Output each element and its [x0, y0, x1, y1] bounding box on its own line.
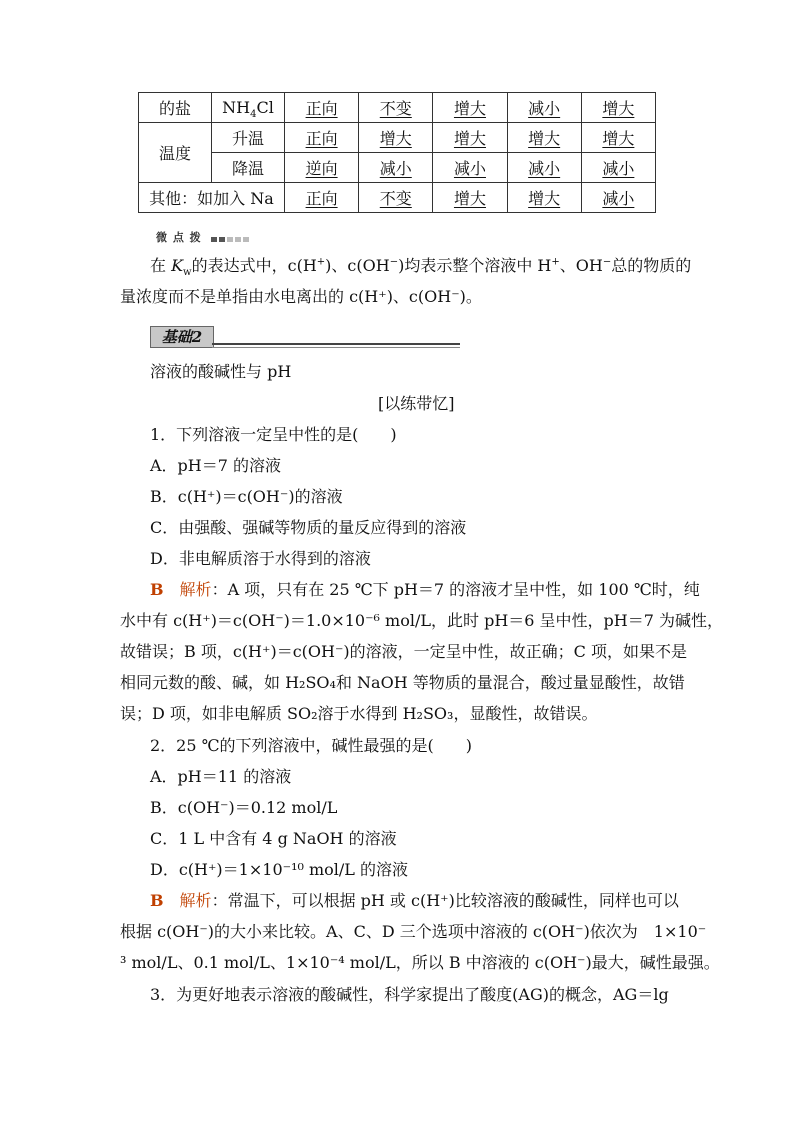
- explanation-line: ³ mol/L、0.1 mol/L、1×10⁻⁴ mol/L，所以 B 中溶液的 c(OH⁻)最大，碱性最强。: [120, 953, 720, 972]
- table-cell: 增大: [433, 123, 507, 153]
- table-cell: 降温: [212, 153, 285, 183]
- q1-option-a: A．pH＝7 的溶液: [150, 456, 282, 475]
- table-cell: 增大: [433, 183, 507, 213]
- table-cell: 减小: [433, 153, 507, 183]
- table-cell: 逆向: [285, 153, 359, 183]
- answer-label: B: [150, 580, 164, 599]
- explanation-line: 故错误；B 项，c(H⁺)＝c(OH⁻)的溶液，一定呈中性，故正确；C 项，如果不是: [120, 642, 687, 661]
- table-cell: 增大: [581, 93, 655, 123]
- note-line: 在 $K_w$的表达式中，c(H+)、c(OH−)均表示整个溶液中 H+、OH−总的物质的: [150, 256, 692, 279]
- table-cell: 减小: [507, 153, 581, 183]
- table-cell: 增大: [581, 123, 655, 153]
- table-row: [139, 123, 656, 153]
- table-cell: 增大: [507, 123, 581, 153]
- q1-option-b: B．c(H⁺)＝c(OH⁻)的溶液: [150, 487, 343, 506]
- section-subtitle: [以练带忆]: [378, 394, 455, 413]
- q2-option-b: B．c(OH⁻)＝0.12 mol/L: [150, 798, 338, 817]
- q2-option-d: D．c(H⁺)＝1×10⁻¹⁰ mol/L 的溶液: [150, 860, 409, 879]
- q1-explanation: B 解析：A 项，只有在 25 ℃下 pH＝7 的溶液才呈中性，如 100 ℃时，纯: [150, 580, 700, 599]
- table-cell: 不变: [359, 93, 433, 123]
- table-row: [139, 183, 656, 213]
- property-table: [138, 92, 656, 213]
- explanation-label: 解析: [179, 891, 212, 910]
- table-cell: 增大: [433, 93, 507, 123]
- section-badge: 基础2: [150, 326, 460, 348]
- explanation-line: 水中有 c(H⁺)＝c(OH⁻)＝1.0×10⁻⁶ mol/L，此时 pH＝6 呈中性，pH＝7 为碱性，: [120, 611, 723, 630]
- q2-explanation: B 解析：常温下，可以根据 pH 或 c(H⁺)比较溶液的酸碱性，同样也可以: [150, 891, 679, 910]
- q3-stem: 3．为更好地表示溶液的酸碱性，科学家提出了酸度(AG)的概念，AG＝lg: [150, 985, 669, 1004]
- explanation-line: 相同元数的酸、碱，如 H₂SO₄和 NaOH 等物质的量混合，酸过量显酸性，故错: [120, 673, 685, 692]
- table-cell: 减小: [359, 153, 433, 183]
- q2-option-c: C．1 L 中含有 4 g NaOH 的溶液: [150, 829, 397, 848]
- table-cell: 减小: [581, 183, 655, 213]
- note-line: 量浓度而不是单指由水电离出的 c(H⁺)、c(OH⁻)。: [120, 287, 482, 306]
- q2-stem: 2．25 ℃的下列溶液中，碱性最强的是( ): [150, 736, 473, 755]
- answer-label: B: [150, 891, 164, 910]
- explanation-line: 根据 c(OH⁻)的大小来比较。A、C、D 三个选项中溶液的 c(OH⁻)依次为 1×10⁻: [120, 922, 707, 941]
- table-cell: 减小: [507, 93, 581, 123]
- q1-option-c: C．由强酸、强碱等物质的量反应得到的溶液: [150, 518, 467, 537]
- q1-option-d: D．非电解质溶于水得到的溶液: [150, 549, 371, 568]
- tip-bars-icon: [211, 232, 251, 245]
- table-cell: 的盐: [139, 93, 212, 123]
- table-cell: 其他：如加入 Na: [139, 183, 285, 213]
- table-cell: 温度: [139, 123, 212, 183]
- q1-stem: 1．下列溶液一定呈中性的是( ): [150, 425, 397, 444]
- table-row: [139, 93, 656, 123]
- explanation-line: 误；D 项，如非电解质 SO₂溶于水得到 H₂SO₃，显酸性，故错误。: [120, 704, 598, 723]
- tip-label: 微 点 拨: [156, 229, 251, 245]
- section-title: 溶液的酸碱性与 pH: [150, 362, 292, 381]
- q2-option-a: A．pH＝11 的溶液: [150, 767, 292, 786]
- table-cell: 增大: [507, 183, 581, 213]
- explanation-label: 解析: [179, 580, 212, 599]
- table-cell: 正向: [285, 123, 359, 153]
- table-cell: 增大: [359, 123, 433, 153]
- table-row: [139, 153, 656, 183]
- table-cell: 减小: [581, 153, 655, 183]
- table-cell: 不变: [359, 183, 433, 213]
- table-cell: $NH_4Cl$: [212, 93, 285, 123]
- table-cell: 升温: [212, 123, 285, 153]
- table-cell: 正向: [285, 93, 359, 123]
- table-cell: 正向: [285, 183, 359, 213]
